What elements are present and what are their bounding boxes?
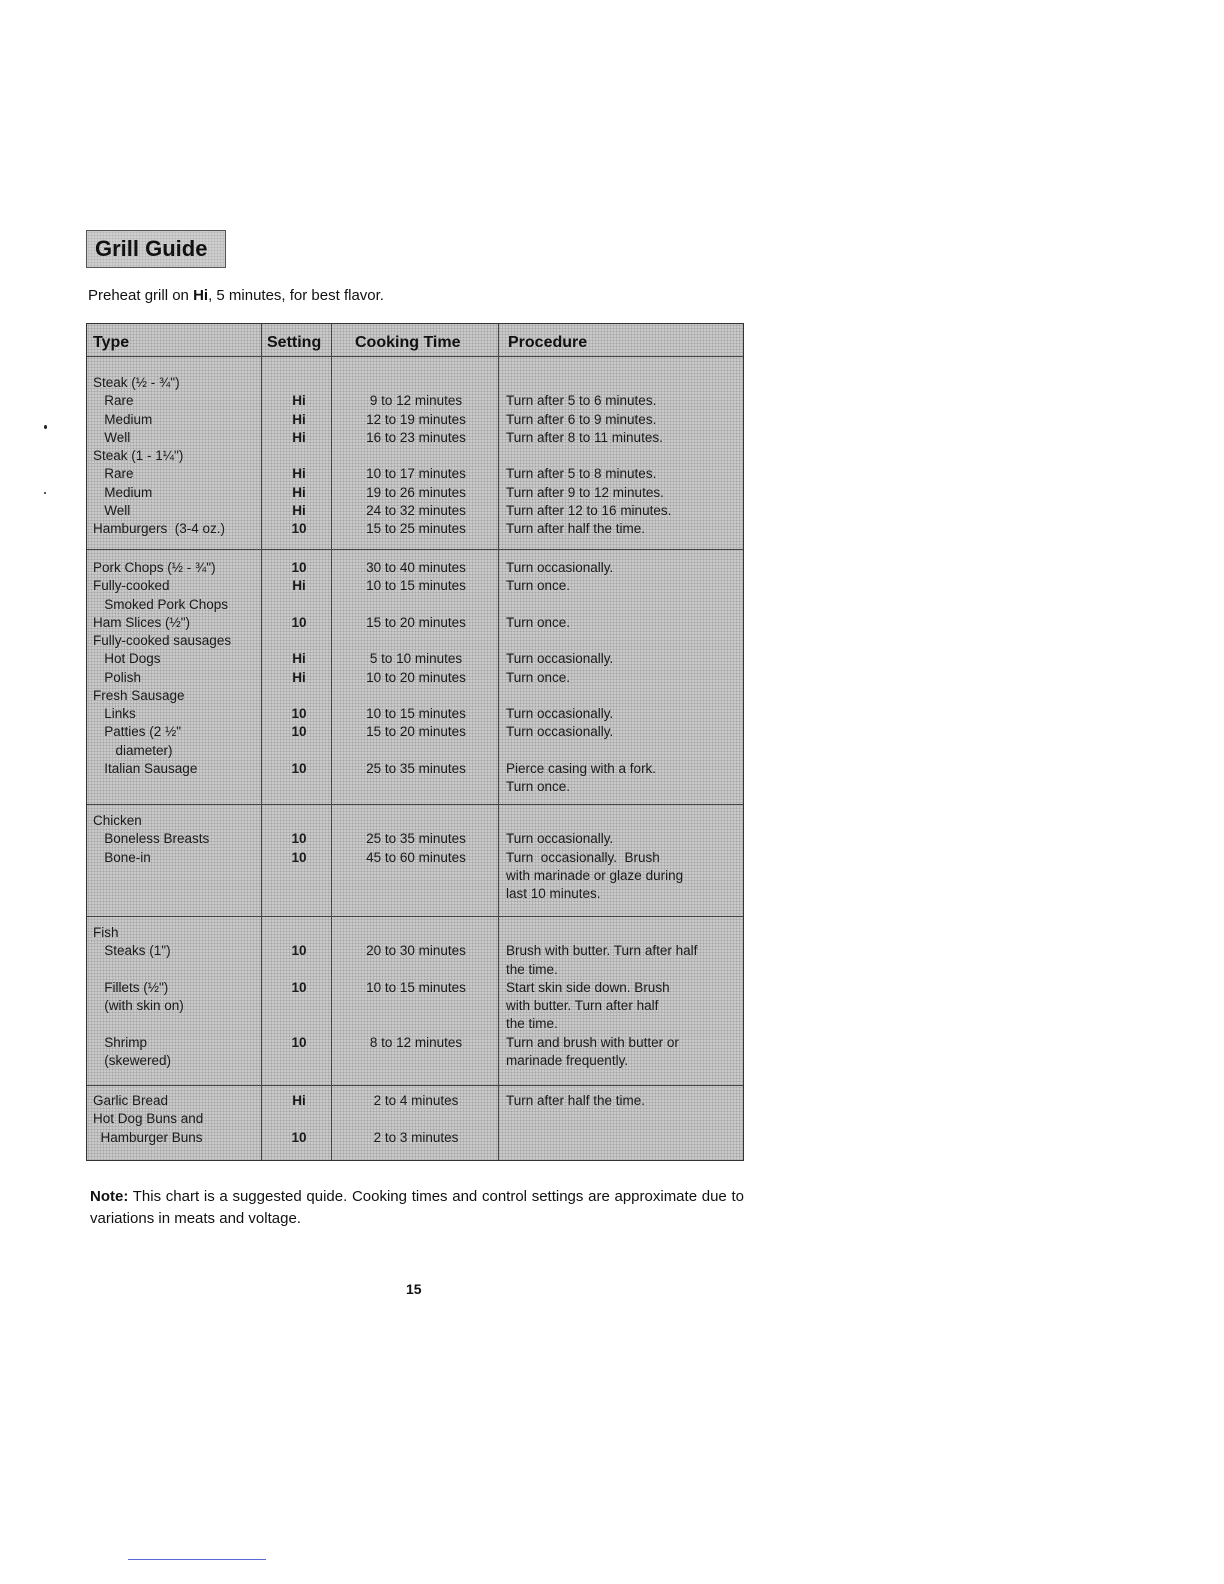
row-type: Ham Slices (½") bbox=[93, 614, 191, 630]
row-setting: Hi bbox=[292, 411, 306, 427]
row-procedure: Turn after half the time. bbox=[506, 1093, 646, 1108]
section-divider bbox=[87, 804, 743, 805]
row-setting: 10 bbox=[291, 1129, 307, 1145]
intro-text bbox=[88, 287, 384, 304]
row-cooking-time: 10 to 15 minutes bbox=[366, 578, 466, 594]
intro-after: , 5 minutes, for best flavor. bbox=[208, 287, 384, 304]
row-cooking-time: 10 to 20 minutes bbox=[366, 669, 466, 685]
row-setting: 10 bbox=[291, 724, 307, 740]
row-type: Hot Dog Buns and bbox=[93, 1111, 204, 1127]
row-type: (skewered) bbox=[93, 1052, 172, 1068]
row-setting: Hi bbox=[292, 651, 306, 667]
row-setting: 10 bbox=[291, 706, 307, 721]
row-procedure: Turn after 8 to 11 minutes. bbox=[506, 429, 663, 445]
row-cooking-time: 2 to 4 minutes bbox=[373, 1093, 459, 1108]
row-procedure: the time. bbox=[506, 961, 558, 977]
header-procedure: Procedure bbox=[508, 334, 588, 351]
row-setting: 10 bbox=[291, 831, 307, 847]
row-setting: Hi bbox=[292, 1093, 306, 1108]
intro-before: Preheat grill on bbox=[88, 287, 194, 304]
row-type: Medium bbox=[93, 411, 153, 427]
row-procedure: Turn occasionally. bbox=[506, 651, 614, 667]
section-divider bbox=[87, 916, 743, 917]
row-setting: Hi bbox=[292, 669, 306, 685]
row-procedure: Turn after 12 to 16 minutes. bbox=[506, 502, 672, 518]
row-type: Polish bbox=[93, 669, 142, 685]
row-procedure: Turn after 5 to 6 minutes. bbox=[506, 393, 657, 409]
row-type: Smoked Pork Chops bbox=[93, 596, 229, 612]
row-cooking-time: 5 to 10 minutes bbox=[369, 651, 463, 667]
row-cooking-time: 25 to 35 minutes bbox=[366, 831, 466, 847]
row-procedure: Turn after 9 to 12 minutes. bbox=[506, 484, 664, 500]
row-cooking-time: 15 to 25 minutes bbox=[366, 521, 466, 536]
header-type: Type bbox=[93, 334, 130, 351]
row-setting: Hi bbox=[292, 429, 306, 445]
row-setting: Hi bbox=[292, 466, 306, 482]
row-procedure: with butter. Turn after half bbox=[506, 998, 659, 1013]
row-cooking-time: 15 to 20 minutes bbox=[366, 614, 466, 630]
row-procedure: Turn once. bbox=[506, 779, 571, 794]
row-procedure: Turn after 6 to 9 minutes. bbox=[506, 411, 657, 427]
scan-mark bbox=[44, 492, 46, 494]
intro-bold: Hi bbox=[193, 287, 209, 304]
row-cooking-time: 10 to 17 minutes bbox=[366, 466, 466, 482]
row-procedure: Turn and brush with butter or bbox=[506, 1034, 679, 1050]
row-procedure: Turn once. bbox=[506, 578, 571, 594]
row-procedure: Turn occasionally. bbox=[506, 560, 614, 575]
scan-mark bbox=[44, 425, 47, 429]
row-type: Steak (1 - 1¼") bbox=[93, 448, 184, 463]
row-cooking-time: 2 to 3 minutes bbox=[373, 1129, 459, 1145]
bottom-rule bbox=[128, 1559, 266, 1560]
row-type: Rare bbox=[93, 466, 134, 482]
row-type: Fish bbox=[93, 925, 119, 940]
header-divider bbox=[87, 356, 743, 357]
row-cooking-time: 20 to 30 minutes bbox=[366, 943, 466, 959]
row-procedure: with marinade or glaze during bbox=[506, 867, 684, 883]
row-type: Links bbox=[93, 706, 136, 721]
row-procedure: Turn occasionally. bbox=[506, 706, 614, 721]
row-procedure: Pierce casing with a fork. bbox=[506, 760, 657, 776]
row-procedure: Brush with butter. Turn after half bbox=[506, 943, 698, 959]
row-type: Well bbox=[93, 502, 131, 518]
row-procedure: last 10 minutes. bbox=[506, 886, 601, 901]
row-type: Steaks (1") bbox=[93, 943, 171, 959]
row-procedure: Turn occasionally. bbox=[506, 831, 614, 847]
row-cooking-time: 15 to 20 minutes bbox=[366, 724, 466, 740]
row-cooking-time: 19 to 26 minutes bbox=[366, 484, 466, 500]
header-setting: Setting bbox=[267, 334, 322, 351]
row-type: Pork Chops (½ - ¾") bbox=[93, 560, 216, 575]
row-cooking-time: 45 to 60 minutes bbox=[366, 849, 466, 865]
row-procedure: Turn occasionally. Brush bbox=[506, 849, 660, 865]
row-procedure: Turn occasionally. bbox=[506, 724, 614, 740]
note bbox=[90, 1186, 744, 1230]
row-type: Well bbox=[93, 429, 131, 445]
row-setting: 10 bbox=[291, 760, 307, 776]
row-cooking-time: 24 to 32 minutes bbox=[366, 502, 466, 518]
row-setting: 10 bbox=[291, 560, 307, 575]
row-type: Garlic Bread bbox=[93, 1093, 169, 1108]
row-cooking-time: 10 to 15 minutes bbox=[366, 979, 466, 995]
row-setting: Hi bbox=[292, 578, 306, 594]
row-cooking-time: 16 to 23 minutes bbox=[366, 429, 466, 445]
row-type: Medium bbox=[93, 484, 153, 500]
row-type: Hot Dogs bbox=[93, 651, 161, 667]
grill-guide-table bbox=[86, 323, 744, 1161]
row-type: Bone-in bbox=[93, 849, 151, 865]
row-cooking-time: 25 to 35 minutes bbox=[366, 760, 466, 776]
column-divider bbox=[261, 324, 262, 1160]
row-type: Fully-cooked sausages bbox=[93, 633, 232, 648]
row-setting: 10 bbox=[291, 1034, 307, 1050]
row-type: Fully-cooked bbox=[93, 578, 170, 594]
section-divider bbox=[87, 1085, 743, 1086]
row-type: Patties (2 ½" bbox=[93, 724, 182, 740]
note-text: This chart is a suggested quide. Cooking times and control settings are approximate due to variations in meats and voltage. bbox=[90, 1188, 744, 1227]
row-cooking-time: 30 to 40 minutes bbox=[366, 560, 466, 575]
row-procedure: Turn once. bbox=[506, 614, 571, 630]
row-setting: 10 bbox=[291, 521, 307, 536]
page-title: Grill Guide bbox=[95, 236, 208, 261]
row-procedure: marinade frequently. bbox=[506, 1052, 629, 1068]
grill-guide-title-box bbox=[86, 230, 226, 268]
row-type: Rare bbox=[93, 393, 134, 409]
column-divider bbox=[498, 324, 499, 1160]
row-type: Steak (½ - ¾") bbox=[93, 375, 180, 390]
note-label: Note: bbox=[90, 1188, 129, 1205]
row-cooking-time: 12 to 19 minutes bbox=[366, 411, 466, 427]
row-type: Fillets (½") bbox=[93, 979, 169, 995]
section-divider bbox=[87, 549, 743, 550]
row-procedure: Turn after half the time. bbox=[506, 521, 646, 536]
row-setting: Hi bbox=[292, 502, 306, 518]
row-type: (with skin on) bbox=[93, 998, 184, 1013]
row-type: Italian Sausage bbox=[93, 760, 198, 776]
row-type: Boneless Breasts bbox=[93, 831, 210, 847]
row-type: diameter) bbox=[93, 742, 173, 758]
row-setting: 10 bbox=[291, 943, 307, 959]
row-procedure: Turn once. bbox=[506, 669, 571, 685]
page-number: 15 bbox=[406, 1281, 422, 1297]
row-setting: 10 bbox=[291, 979, 307, 995]
row-setting: 10 bbox=[291, 849, 307, 865]
row-cooking-time: 10 to 15 minutes bbox=[366, 706, 466, 721]
row-type: Fresh Sausage bbox=[93, 687, 185, 703]
row-setting: Hi bbox=[292, 484, 306, 500]
row-type: Shrimp bbox=[93, 1034, 148, 1050]
row-setting: Hi bbox=[292, 393, 306, 409]
row-type: Hamburgers (3-4 oz.) bbox=[93, 521, 226, 536]
row-cooking-time: 9 to 12 minutes bbox=[369, 393, 463, 409]
row-cooking-time: 8 to 12 minutes bbox=[369, 1034, 463, 1050]
row-procedure: Start skin side down. Brush bbox=[506, 979, 670, 995]
row-setting: 10 bbox=[291, 614, 307, 630]
row-type: Hamburger Buns bbox=[93, 1129, 203, 1145]
row-type: Chicken bbox=[93, 813, 142, 828]
row-procedure: the time. bbox=[506, 1016, 558, 1032]
header-cooking-time: Cooking Time bbox=[355, 334, 461, 351]
row-procedure: Turn after 5 to 8 minutes. bbox=[506, 466, 657, 482]
